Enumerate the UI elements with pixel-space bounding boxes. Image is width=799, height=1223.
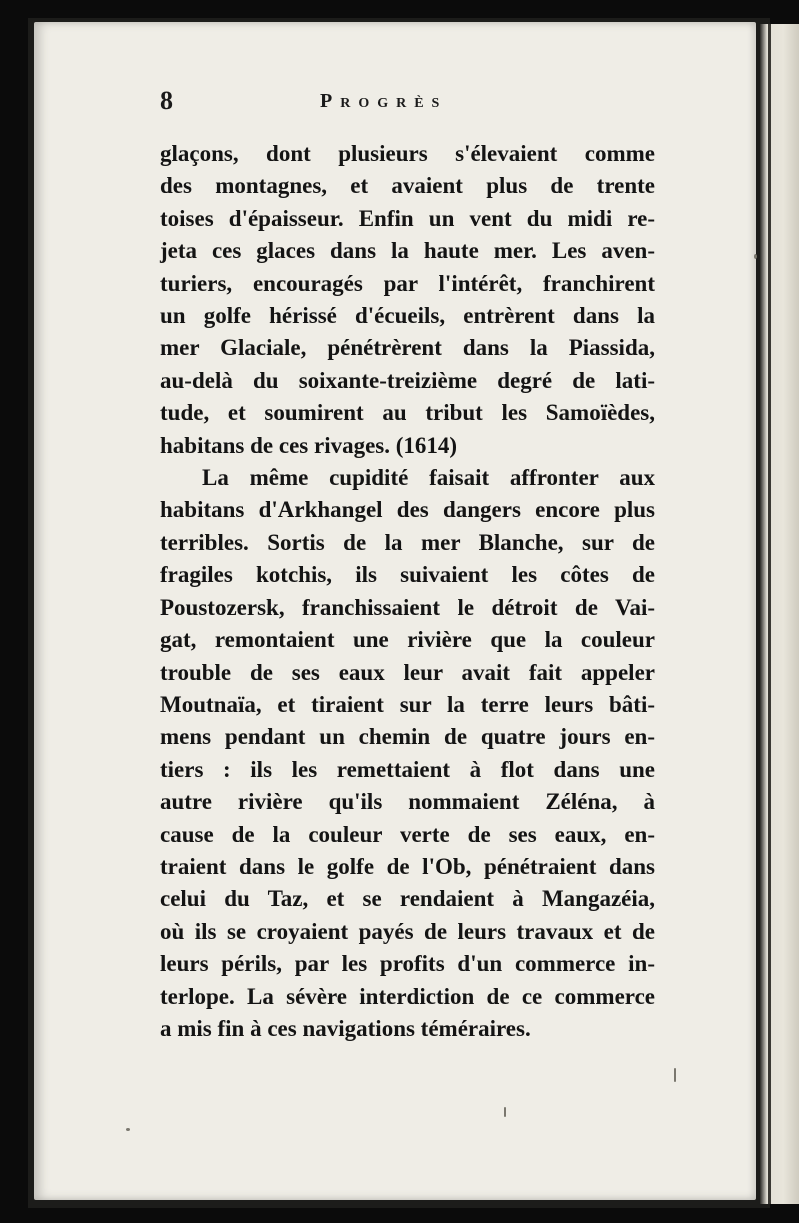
- text-line: Moutnaïa, et tiraient sur la terre leurs bâti-: [160, 691, 655, 717]
- text-line: trouble de ses eaux leur avait fait appeler: [160, 659, 655, 685]
- paper-speck: [504, 1107, 506, 1117]
- gutter-shadow: [768, 24, 771, 1204]
- paragraph-1: [160, 138, 655, 462]
- text-line: traient dans le golfe de l'Ob, pénétraient dans: [160, 853, 655, 879]
- text-line: a mis fin à ces navigations téméraires.: [160, 1015, 531, 1041]
- text-line: un golfe hérissé d'écueils, entrèrent dans la: [160, 303, 655, 329]
- text-line: cause de la couleur verte de ses eaux, en-: [160, 821, 655, 847]
- text-line: jeta ces glaces dans la haute mer. Les aven-: [160, 238, 655, 264]
- text-line: turiers, encouragés par l'intérêt, franchirent: [160, 270, 655, 296]
- text-line: gat, remontaient une rivière que la couleur: [160, 627, 655, 653]
- text-line: autre rivière qu'ils nommaient Zéléna, à: [160, 789, 655, 815]
- text-line: fragiles kotchis, ils suivaient les côtes de: [160, 562, 655, 588]
- text-line: des montagnes, et avaient plus de trente: [160, 173, 655, 199]
- text-line: mens pendant un chemin de quatre jours en-: [160, 724, 655, 750]
- text-line: leurs périls, par les profits d'un commerce in-: [160, 951, 655, 977]
- text-line: La même cupidité faisait affronter aux: [202, 465, 655, 491]
- paper-speck: [126, 1128, 130, 1131]
- text-line: glaçons, dont plusieurs s'élevaient comme: [160, 141, 655, 166]
- page-body-text: [160, 138, 655, 1045]
- paragraph-2: [160, 462, 655, 1045]
- text-line: habitans d'Arkhangel des dangers encore plus: [160, 497, 655, 523]
- text-line: Poustozersk, franchissaient le détroit de Vai-: [160, 594, 655, 620]
- page-number: 8: [160, 86, 173, 115]
- paper-speck: [754, 254, 757, 259]
- text-line: terlope. La sévère interdiction de ce commerce: [160, 983, 655, 1009]
- text-line: terribles. Sortis de la mer Blanche, sur de: [160, 529, 655, 555]
- paper-speck: [674, 1068, 676, 1082]
- running-title: Progrès: [320, 90, 448, 112]
- text-line: tiers : ils les remettaient à flot dans une: [160, 756, 655, 782]
- text-line: tude, et soumirent au tribut les Samoïèdes,: [160, 400, 655, 426]
- text-line: au-delà du soixante-treizième degré de lati-: [160, 367, 655, 393]
- text-line: toises d'épaisseur. Enfin un vent du midi re-: [160, 205, 655, 231]
- text-line: celui du Taz, et se rendaient à Mangazéia,: [160, 886, 655, 912]
- facing-page-edge: [760, 24, 799, 1204]
- text-line: habitans de ces rivages. (1614): [160, 432, 458, 458]
- text-line: où ils se croyaient payés de leurs travaux et de: [160, 918, 655, 944]
- running-header: [160, 86, 660, 126]
- text-line: mer Glaciale, pénétrèrent dans la Piassida,: [160, 335, 655, 361]
